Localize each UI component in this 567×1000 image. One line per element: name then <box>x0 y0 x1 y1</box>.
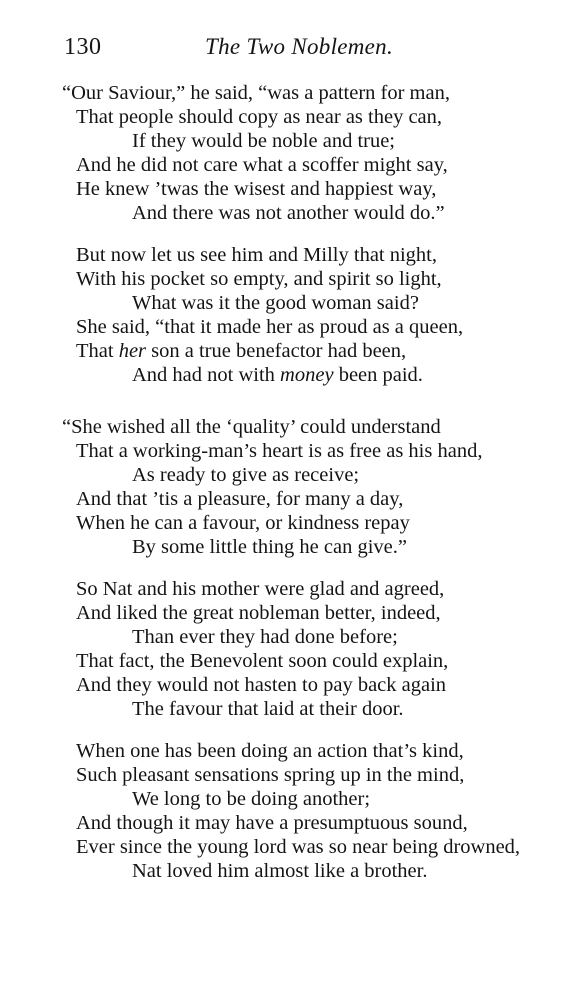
poem-line: Such pleasant sensations spring up in the mind, <box>76 764 465 786</box>
poem-line: When he can a favour, or kindness repay <box>76 512 410 534</box>
poem-line: And they would not hasten to pay back again <box>76 674 447 696</box>
emphasis: money <box>280 364 334 386</box>
poem-line: Nat loved him almost like a brother. <box>132 860 428 882</box>
poem-line: And he did not care what a scoffer might say, <box>76 154 448 176</box>
poem-line: So Nat and his mother were glad and agreed, <box>76 578 445 600</box>
poem-line: That fact, the Benevolent soon could explain, <box>76 650 449 672</box>
poem-line: “She wished all the ‘quality’ could understand <box>62 416 441 438</box>
poem-line: That her son a true benefactor had been, <box>76 340 407 362</box>
poem-line: And liked the great nobleman better, indeed, <box>76 602 441 624</box>
poem-line: The favour that laid at their door. <box>132 698 404 720</box>
poem-line: What was it the good woman said? <box>132 292 419 314</box>
poem-line: With his pocket so empty, and spirit so light, <box>76 268 442 290</box>
poem-line: And that ’tis a pleasure, for many a day, <box>76 488 404 510</box>
poem-line: When one has been doing an action that’s kind, <box>76 740 464 762</box>
poem-line: Than ever they had done before; <box>132 626 398 648</box>
poem-line: She said, “that it made her as proud as a queen, <box>76 316 464 338</box>
poem-line: By some little thing he can give.” <box>132 536 407 558</box>
page-number: 130 <box>64 34 102 60</box>
poem-line: And there was not another would do.” <box>132 202 445 224</box>
poem-line: Ever since the young lord was so near being drowned, <box>76 836 521 858</box>
poem-line: That people should copy as near as they can, <box>76 106 443 128</box>
running-title: The Two Noblemen. <box>205 34 394 59</box>
poem-line: “Our Saviour,” he said, “was a pattern for man, <box>62 82 450 104</box>
poem-line: He knew ’twas the wisest and happiest way, <box>76 178 437 200</box>
poem-line: As ready to give as receive; <box>132 464 360 486</box>
poem-line: But now let us see him and Milly that night, <box>76 244 438 266</box>
page-header <box>0 34 567 64</box>
poem-line: And had not with money been paid. <box>132 364 423 386</box>
poem-line: And though it may have a presumptuous sound, <box>76 812 468 834</box>
poem-line: We long to be doing another; <box>132 788 371 810</box>
poem-line: If they would be noble and true; <box>132 130 396 152</box>
emphasis: her <box>118 340 147 362</box>
poem-line: That a working-man’s heart is as free as his hand, <box>76 440 483 462</box>
